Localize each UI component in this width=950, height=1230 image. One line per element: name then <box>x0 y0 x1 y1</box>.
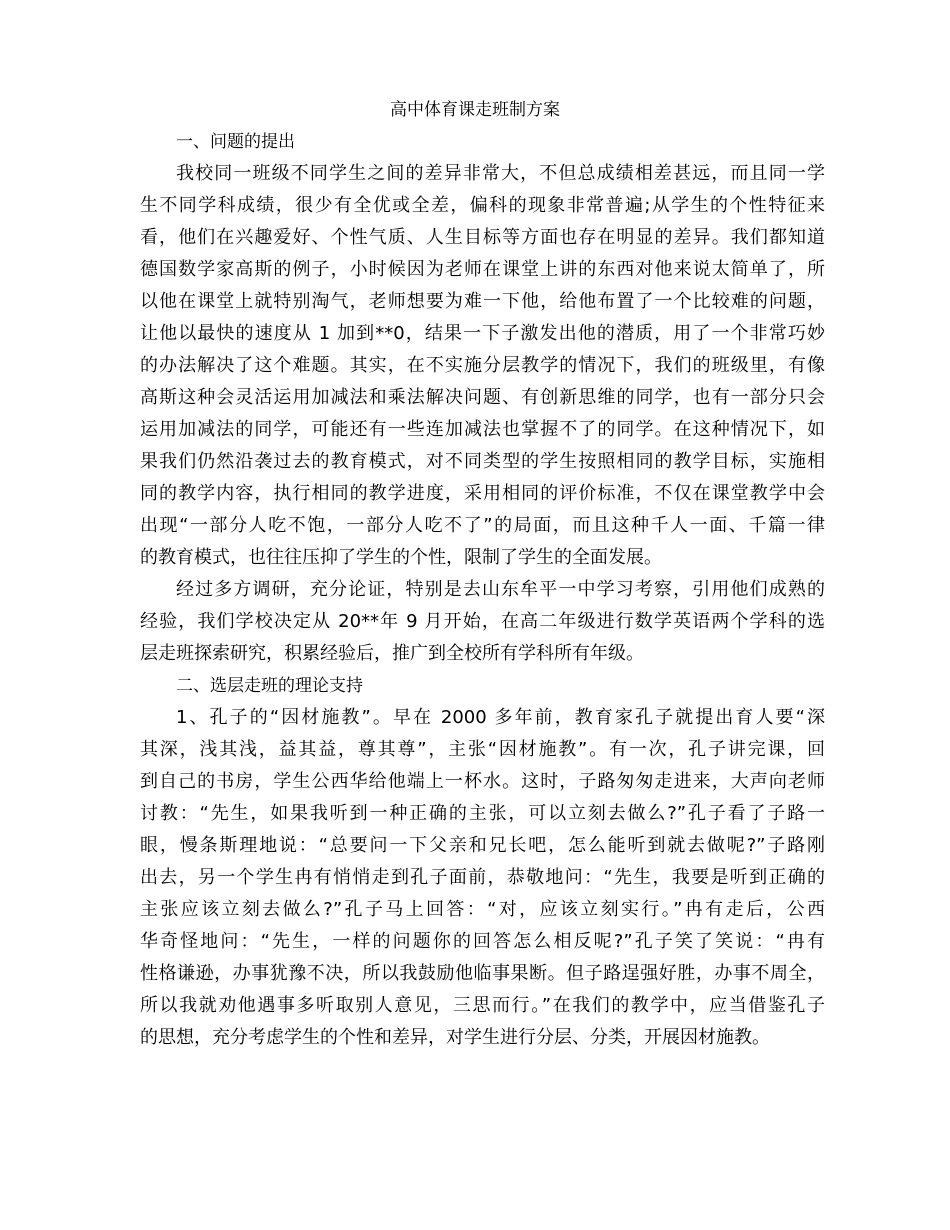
document-title: 高中体育课走班制方案 <box>390 100 560 120</box>
paragraph-line: 生不同学科成绩，很少有全优或全差，偏科的现象非常普遍;从学生的个性特征来 <box>140 195 825 216</box>
paragraph-line: 看，他们在兴趣爱好、个性气质、人生目标等方面也存在明显的差异。我们都知道 <box>140 227 825 248</box>
paragraph-line: 我校同一班级不同学生之间的差异非常大，不但总成绩相差甚远，而且同一学 <box>176 163 825 184</box>
paragraph-line: 德国数学家高斯的例子，小时候因为老师在课堂上讲的东西对他来说太简单了，所 <box>140 259 825 280</box>
section-heading-2: 二、选层走班的理论支持 <box>176 676 363 696</box>
paragraph-line: 经验，我们学校决定从 20**年 9 月开始，在高二年级进行数学英语两个学科的选 <box>140 611 825 632</box>
paragraph-line: 华奇怪地问：“先生，一样的问题你的回答怎么相反呢?”孔子笑了笑说：“冉有 <box>140 931 825 952</box>
paragraph-line: 的教育模式，也往往压抑了学生的个性，限制了学生的全面发展。 <box>140 547 662 568</box>
paragraph-line: 同的教学内容，执行相同的教学进度，采用相同的评价标准，不仅在课堂教学中会 <box>140 483 825 504</box>
paragraph-line: 眼，慢条斯理地说：“总要问一下父亲和兄长吧，怎么能听到就去做呢?”子路刚 <box>140 835 825 856</box>
paragraph-line: 性格谦逊，办事犹豫不决，所以我鼓励他临事果断。但子路逞强好胜，办事不周全， <box>140 963 825 984</box>
paragraph-line: 高斯这种会灵活运用加减法和乘法解决问题、有创新思维的同学，也有一部分只会 <box>140 387 825 408</box>
paragraph-line: 经过多方调研，充分论证，特别是去山东牟平一中学习考察，引用他们成熟的 <box>176 579 825 600</box>
paragraph-line: 其深，浅其浅，益其益，尊其尊”，主张“因材施教”。有一次，孔子讲完课，回 <box>140 739 825 760</box>
paragraph-line: 的思想，充分考虑学生的个性和差异，对学生进行分层、分类，开展因材施教。 <box>140 1027 770 1048</box>
paragraph-line: 运用加减法的同学，可能还有一些连加减法也掌握不了的同学。在这种情况下，如 <box>140 419 825 440</box>
paragraph-line: 所以我就劝他遇事多听取别人意见，三思而行。”在我们的教学中，应当借鉴孔子 <box>140 995 825 1016</box>
paragraph-line: 1、孔子的“因材施教”。早在 2000 多年前，教育家孔子就提出育人要“深 <box>176 707 825 728</box>
paragraph-line: 以他在课堂上就特别淘气，老师想要为难一下他，给他布置了一个比较难的问题， <box>140 291 825 312</box>
paragraph-line: 果我们仍然沿袭过去的教育模式，对不同类型的学生按照相同的教学目标，实施相 <box>140 451 825 472</box>
paragraph-line: 让他以最快的速度从 1 加到**0，结果一下子激发出他的潜质，用了一个非常巧妙 <box>140 323 825 344</box>
paragraph-line: 主张应该立刻去做么?”孔子马上回答：“对，应该立刻实行。”冉有走后，公西 <box>140 899 825 920</box>
paragraph-line: 到自己的书房，学生公西华给他端上一杯水。这时，子路匆匆走进来，大声向老师 <box>140 771 825 792</box>
section-heading-1: 一、问题的提出 <box>176 132 295 152</box>
paragraph-line: 讨教：“先生，如果我听到一种正确的主张，可以立刻去做么?”孔子看了子路一 <box>140 803 825 824</box>
paragraph-line: 层走班探索研究，积累经验后，推广到全校所有学科所有年级。 <box>140 643 644 664</box>
paragraph-line: 的办法解决了这个难题。其实，在不实施分层教学的情况下，我们的班级里，有像 <box>140 355 825 376</box>
paragraph-line: 出现“一部分人吃不饱，一部分人吃不了”的局面，而且这种千人一面、千篇一律 <box>140 515 825 536</box>
paragraph-line: 出去，另一个学生冉有悄悄走到孔子面前，恭敬地问：“先生，我要是听到正确的 <box>140 867 825 888</box>
